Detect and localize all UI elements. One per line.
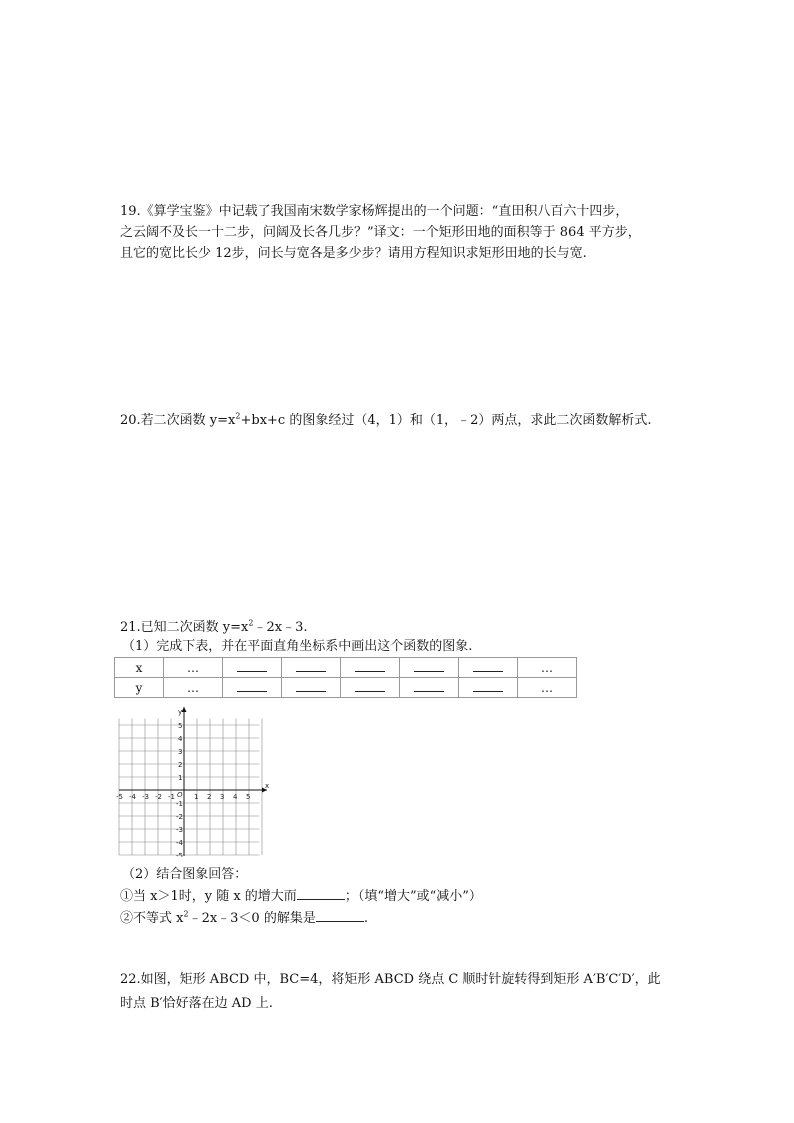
coordinate-grid — [115, 705, 275, 857]
problem-19-line-1: 19.《算学宝鉴》中记载了我国南宋数学家杨辉提出的一个问题：“直田积八百六十四步， — [120, 204, 629, 219]
question-2-exponent: 2 — [183, 909, 189, 919]
problem-21-title-a: 21.已知二次函数 y=x — [120, 620, 249, 635]
problem-21-part-1: （1）完成下表，并在平面直角坐标系中画出这个函数的图象. — [122, 639, 473, 654]
x-tick-label: 1 — [194, 793, 199, 801]
problem-22-line-1: 22.如图，矩形 ABCD 中，BC=4，将矩形 ABCD 绕点 C 顺时针旋转得到矩形 A′B′C′D′，此 — [120, 972, 661, 987]
x-tick-label: 5 — [246, 793, 251, 801]
table-cell-blank[interactable] — [282, 658, 341, 678]
y-tick-label: -3 — [176, 826, 183, 834]
table-cell-ellipsis: … — [518, 678, 577, 698]
table-cell-ellipsis: … — [164, 678, 223, 698]
table-cell-ellipsis: … — [518, 658, 577, 678]
answer-blank-2[interactable] — [316, 910, 364, 922]
y-axis-arrow-icon — [182, 707, 187, 712]
y-axis-label: y — [178, 708, 183, 716]
question-1-text-b: ；（填“增大”或“减小”） — [344, 889, 482, 904]
y-tick-label: -2 — [176, 813, 183, 821]
table-cell-blank[interactable] — [459, 658, 518, 678]
question-2-text-b: ﹣2x﹣3＜0 的解集是 — [188, 911, 316, 926]
origin-label: O — [177, 791, 183, 799]
value-table — [114, 657, 577, 698]
problem-21-title — [120, 620, 308, 636]
y-tick-label: 3 — [178, 748, 183, 756]
x-tick-label: -3 — [142, 793, 149, 801]
x-tick-label: 3 — [220, 793, 225, 801]
y-tick-label: -5 — [176, 852, 183, 857]
table-header-y: y — [115, 678, 164, 698]
x-tick-label: -1 — [168, 793, 175, 801]
y-tick-label: 2 — [178, 761, 183, 769]
y-tick-label: -1 — [176, 800, 183, 808]
table-row-x — [115, 658, 577, 678]
x-tick-label: -2 — [155, 793, 162, 801]
problem-19-line-2: 之云阔不及长一十二步，问阔及长各几步？”译文：一个矩形田地的面积等于 864 平方步， — [120, 225, 641, 240]
y-tick-label: 5 — [178, 722, 183, 730]
question-2-text-a: ②不等式 x — [120, 911, 184, 926]
question-1-text-a: ①当 x＞1时，y 随 x 的增大而 — [120, 889, 297, 904]
question-2-text-c: . — [363, 911, 368, 926]
table-row-y — [115, 678, 577, 698]
x-tick-label: -5 — [116, 793, 123, 801]
table-cell-blank[interactable] — [459, 678, 518, 698]
table-cell-blank[interactable] — [400, 658, 459, 678]
answer-blank-1[interactable] — [297, 888, 345, 900]
problem-20-exponent: 2 — [235, 411, 241, 421]
y-tick-label: 4 — [178, 735, 183, 743]
problem-20 — [120, 413, 652, 429]
problem-22-line-2: 时点 B′恰好落在边 AD 上. — [120, 996, 273, 1011]
problem-21-title-exponent: 2 — [248, 618, 254, 628]
table-cell-blank[interactable] — [341, 658, 400, 678]
table-cell-blank[interactable] — [400, 678, 459, 698]
problem-20-text-b: +bx+c 的图象经过（4，1）和（1，﹣2）两点，求此二次函数解析式. — [240, 413, 652, 428]
problem-19-line-3: 且它的宽比长少 12步，问长与宽各是多少步？请用方程知识求矩形田地的长与宽. — [120, 246, 587, 261]
table-cell-blank[interactable] — [341, 678, 400, 698]
table-cell-blank[interactable] — [223, 658, 282, 678]
problem-21-part-2: （2）结合图象回答： — [122, 867, 248, 882]
x-tick-label: -4 — [129, 793, 136, 801]
problem-21-title-b: ﹣2x﹣3. — [253, 620, 308, 635]
table-cell-ellipsis: … — [164, 658, 223, 678]
table-cell-blank[interactable] — [223, 678, 282, 698]
x-axis-label: x — [265, 782, 270, 790]
problem-21-question-1 — [120, 888, 482, 905]
y-tick-label: -4 — [176, 839, 183, 847]
problem-21-question-2 — [120, 910, 368, 927]
problem-20-text-a: 20.若二次函数 y=x — [120, 413, 236, 428]
x-tick-label: 4 — [233, 793, 238, 801]
table-header-x: x — [115, 658, 164, 678]
table-cell-blank[interactable] — [282, 678, 341, 698]
y-tick-label: 1 — [178, 774, 183, 782]
x-tick-label: 2 — [207, 793, 212, 801]
